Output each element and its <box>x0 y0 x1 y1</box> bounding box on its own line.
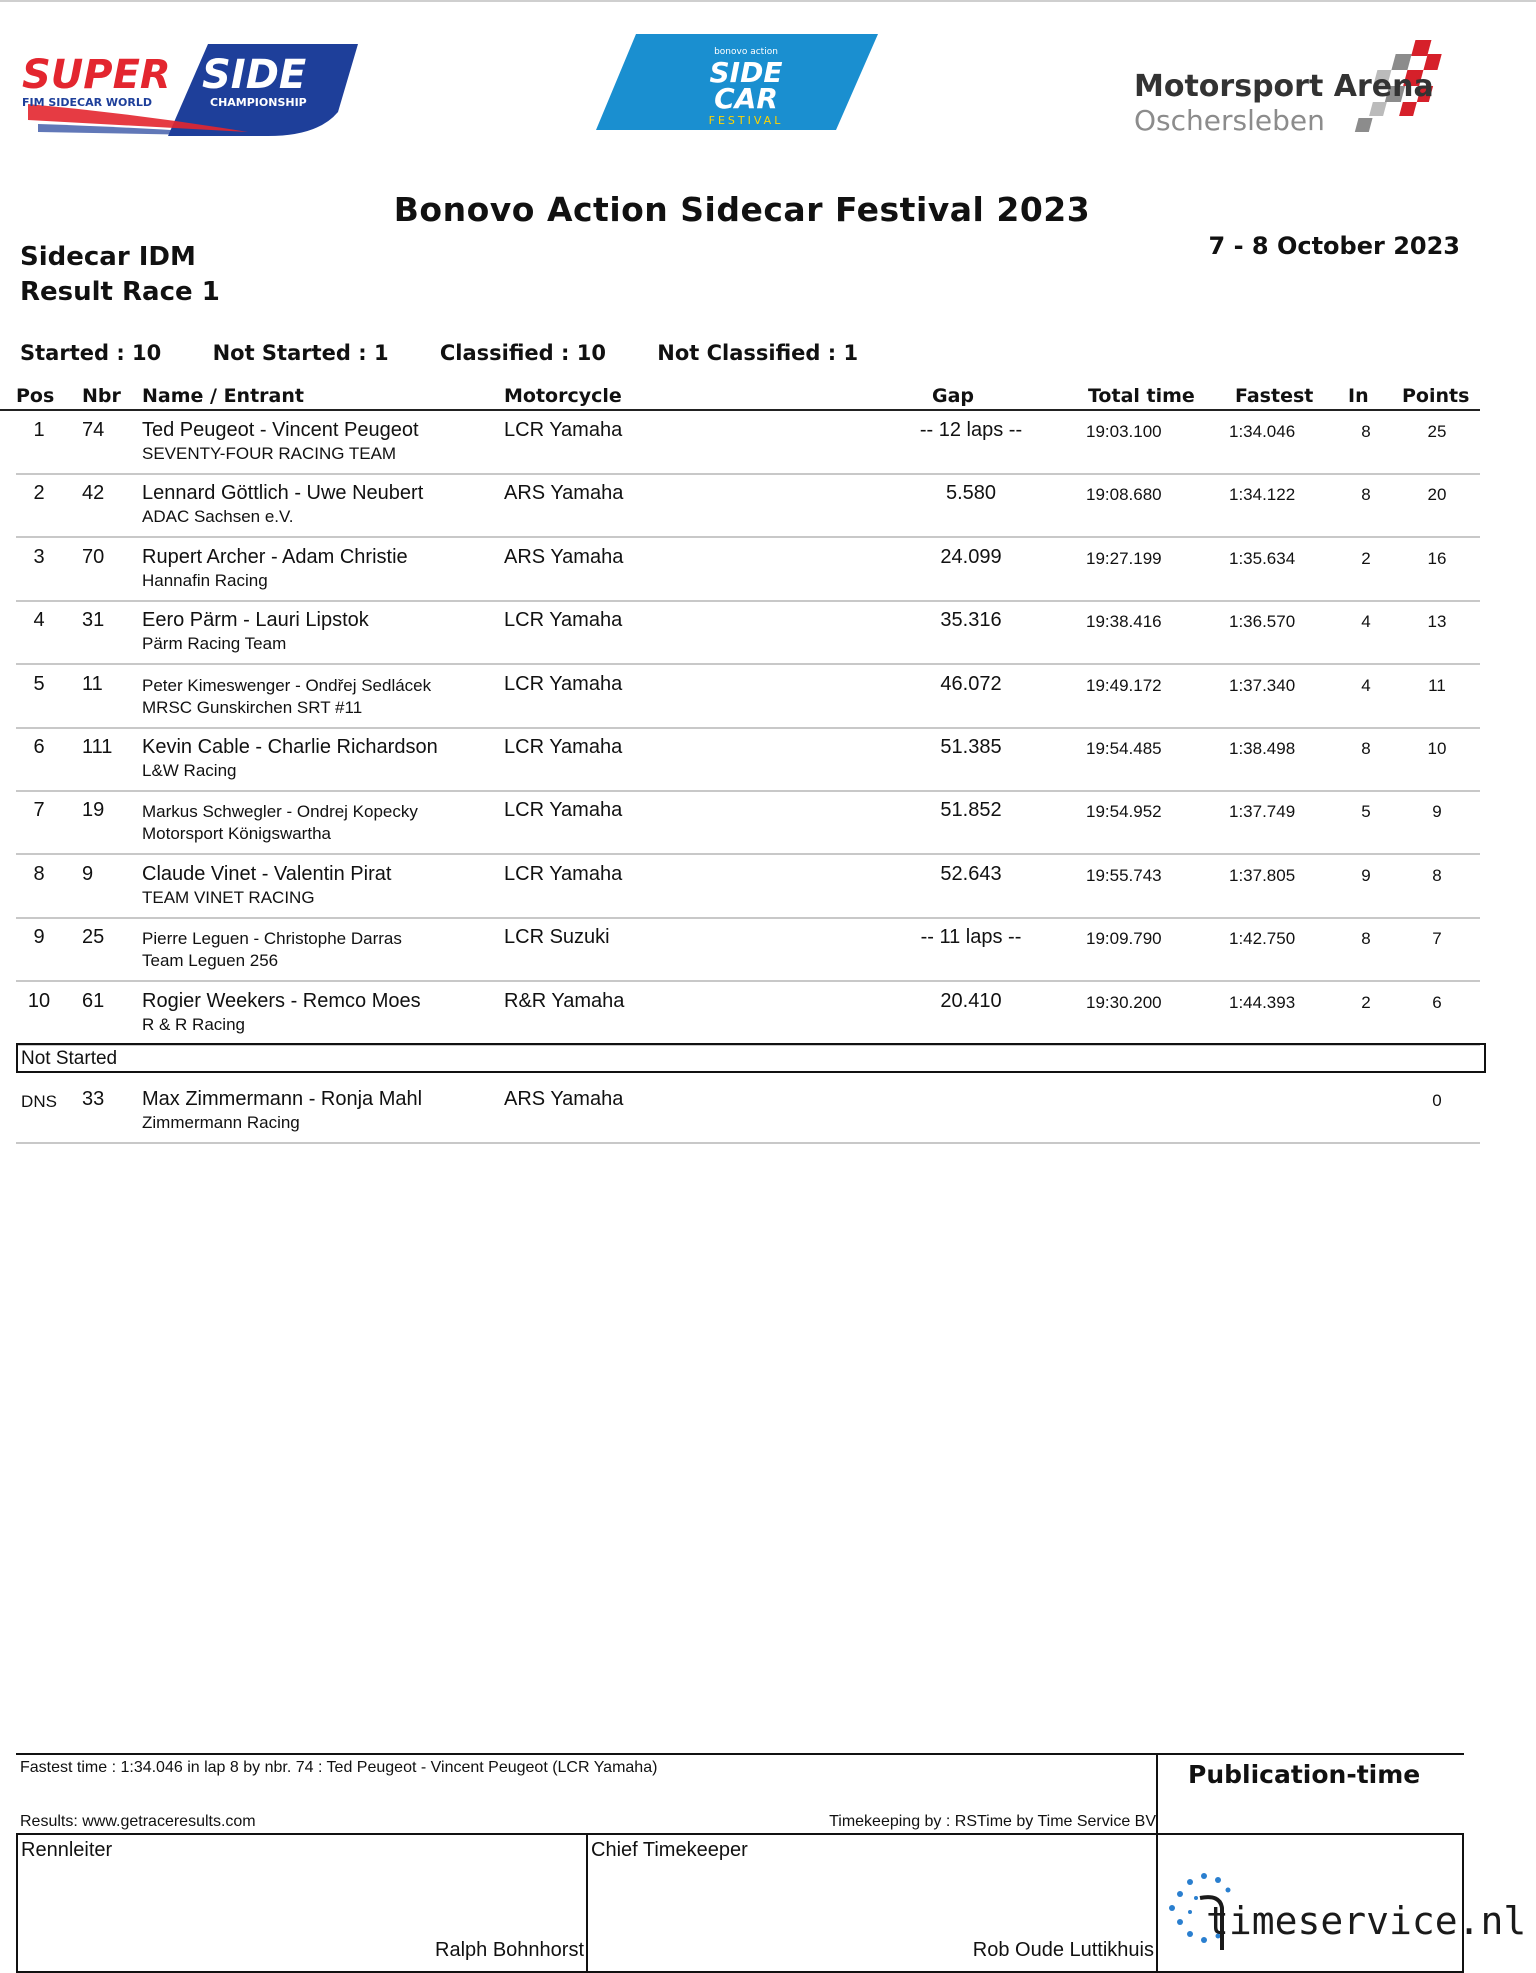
cell-gap: 46.072 <box>940 672 1002 695</box>
cell-points: 11 <box>1428 675 1446 695</box>
cell-points: 7 <box>1432 929 1442 949</box>
cell-in: 9 <box>1361 865 1371 885</box>
cell-moto: LCR Yamaha <box>504 736 623 758</box>
cell-total: 19:38.416 <box>1086 612 1162 632</box>
cell-fastest: 1:44.393 <box>1229 992 1296 1012</box>
class-name: Sidecar IDM <box>20 242 196 272</box>
cell-gap: 52.643 <box>940 862 1002 885</box>
table-row <box>16 665 1480 729</box>
cell-total: 19:55.743 <box>1086 865 1162 885</box>
cell-gap: 24.099 <box>940 545 1002 568</box>
cell-nbr: 74 <box>82 419 105 441</box>
stat-not-started: Not Started : 1 <box>212 341 389 365</box>
cell-points: 13 <box>1427 612 1447 632</box>
dns-pos: DNS <box>21 1092 57 1111</box>
cell-entrant: Hannafin Racing <box>142 570 268 590</box>
cell-total: 19:27.199 <box>1086 548 1162 568</box>
cell-points: 6 <box>1432 992 1442 1012</box>
arena-logo-line1: Motorsport Arena <box>1134 69 1434 104</box>
table-row <box>16 474 1480 538</box>
col-nbr: Nbr <box>82 385 121 407</box>
dns-row <box>16 1080 1480 1144</box>
table-row <box>16 538 1480 602</box>
cell-pos: 5 <box>33 672 45 695</box>
race-director-title: Rennleiter <box>21 1839 113 1861</box>
sidecar-festival-logo <box>596 34 878 130</box>
publication-time-label: Publication-time <box>1188 1760 1421 1789</box>
cell-entrant: R & R Racing <box>142 1014 245 1034</box>
cell-pos: 8 <box>33 862 45 885</box>
cell-fastest: 1:42.750 <box>1229 929 1296 949</box>
cell-entrant: SEVENTY-FOUR RACING TEAM <box>142 444 397 463</box>
cell-pos: 4 <box>33 609 45 632</box>
cell-total: 19:08.680 <box>1086 485 1162 505</box>
timeservice-logo-text: timeservice.nl <box>1206 1899 1527 1943</box>
cell-nbr: 25 <box>82 926 105 949</box>
arena-logo-line2: Oschersleben <box>1134 104 1325 137</box>
col-points: Points <box>1402 385 1470 407</box>
cell-gap: 35.316 <box>940 609 1002 632</box>
col-name: Name / Entrant <box>142 385 304 407</box>
col-pos: Pos <box>16 385 55 407</box>
cell-points: 8 <box>1432 865 1442 885</box>
sidecar-logo-sub: FESTIVAL <box>708 114 784 127</box>
cell-entrant: Motorsport Königswartha <box>142 824 331 844</box>
table-row <box>16 982 1480 1046</box>
stat-classified: Classified : 10 <box>439 341 606 365</box>
superside-logo-sub-left: FIM SIDECAR WORLD <box>22 96 153 109</box>
cell-points: 9 <box>1432 802 1442 822</box>
cell-nbr: 11 <box>82 672 103 695</box>
dns-name: Max Zimmermann - Ronja Mahl <box>142 1088 423 1110</box>
stat-started: Started : 10 <box>20 341 162 365</box>
table-row <box>16 411 1480 475</box>
cell-total: 19:03.100 <box>1086 422 1162 441</box>
top-rule <box>0 0 1536 2</box>
cell-fastest: 1:37.749 <box>1229 802 1296 822</box>
cell-moto: ARS Yamaha <box>504 545 624 568</box>
col-gap: Gap <box>932 385 975 407</box>
cell-entrant: TEAM VINET RACING <box>142 887 315 907</box>
cell-in: 8 <box>1361 485 1371 505</box>
dns-motorcycle: ARS Yamaha <box>504 1088 624 1110</box>
cell-total: 19:54.485 <box>1086 739 1162 758</box>
timeservice-logo <box>1160 1868 1527 1958</box>
cell-nbr: 42 <box>82 482 105 505</box>
cell-moto: R&R Yamaha <box>504 989 625 1012</box>
cell-name: Peter Kimeswenger - Ondřej Sedlácek <box>142 675 432 695</box>
cell-pos: 10 <box>27 989 51 1012</box>
cell-in: 5 <box>1361 802 1371 822</box>
cell-name: Eero Pärm - Lauri Lipstok <box>142 609 369 632</box>
table-row <box>16 855 1480 919</box>
cell-gap: -- 12 laps -- <box>919 419 1023 441</box>
superside-logo-text-red: SUPER <box>22 52 171 98</box>
cell-in: 8 <box>1361 739 1371 758</box>
col-fastest: Fastest <box>1235 385 1314 407</box>
table-row <box>16 601 1480 665</box>
table-row <box>16 791 1480 855</box>
superside-logo-text-white: SIDE <box>202 52 307 98</box>
superside-logo <box>18 44 358 136</box>
cell-moto: LCR Yamaha <box>504 862 623 885</box>
cell-in: 8 <box>1361 422 1371 441</box>
cell-gap: 51.385 <box>940 736 1002 758</box>
cell-in: 2 <box>1361 548 1371 568</box>
cell-moto: LCR Yamaha <box>504 672 623 695</box>
signature-box-chief-timekeeper <box>586 1833 1158 1973</box>
cell-pos: 1 <box>33 419 45 441</box>
col-total: Total time <box>1088 385 1195 407</box>
cell-fastest: 1:34.122 <box>1229 485 1296 505</box>
event-title: Bonovo Action Sidecar Festival 2023 <box>393 190 1091 229</box>
cell-moto: LCR Yamaha <box>504 609 623 632</box>
cell-total: 19:30.200 <box>1086 992 1162 1012</box>
dns-points: 0 <box>1432 1091 1442 1110</box>
results-header <box>0 385 1480 411</box>
cell-entrant: ADAC Sachsen e.V. <box>142 507 294 527</box>
cell-entrant: Team Leguen 256 <box>142 951 279 971</box>
race-stats <box>20 341 902 365</box>
cell-entrant: L&W Racing <box>142 761 237 780</box>
sidecar-logo-line1: SIDE <box>709 56 783 89</box>
cell-moto: LCR Yamaha <box>504 799 623 822</box>
cell-points: 20 <box>1427 485 1447 505</box>
motorsport-arena-logo <box>1130 38 1446 144</box>
cell-name: Claude Vinet - Valentin Pirat <box>142 862 392 885</box>
footer-timekeeping: Timekeeping by : RSTime by Time Service BV <box>829 1813 1156 1830</box>
cell-name: Markus Schwegler - Ondrej Kopecky <box>142 802 418 822</box>
cell-points: 16 <box>1427 548 1447 568</box>
cell-fastest: 1:38.498 <box>1229 739 1296 758</box>
stat-not-classified: Not Classified : 1 <box>657 341 859 365</box>
cell-entrant: MRSC Gunskirchen SRT #11 <box>142 697 363 717</box>
table-row <box>16 728 1480 792</box>
cell-fastest: 1:34.046 <box>1229 422 1296 441</box>
cell-pos: 9 <box>33 926 45 949</box>
event-date: 7 - 8 October 2023 <box>1208 232 1460 260</box>
cell-gap: 5.580 <box>945 482 997 505</box>
cell-name: Pierre Leguen - Christophe Darras <box>142 929 402 949</box>
sidecar-logo-line2: CAR <box>714 82 778 115</box>
col-motorcycle: Motorcycle <box>504 385 622 407</box>
cell-gap: 51.852 <box>940 799 1002 822</box>
cell-moto: ARS Yamaha <box>504 482 624 505</box>
cell-name: Rogier Weekers - Remco Moes <box>142 989 421 1012</box>
superside-logo-sub-right: CHAMPIONSHIP <box>210 96 307 109</box>
cell-pos: 2 <box>33 482 45 505</box>
cell-fastest: 1:37.340 <box>1229 675 1296 695</box>
footer-fastest-time: Fastest time : 1:34.046 in lap 8 by nbr. 74 : Ted Peugeot - Vincent Peugeot (LCR Yamaha) <box>20 1759 658 1776</box>
cell-in: 4 <box>1361 675 1371 695</box>
cell-pos: 3 <box>33 545 45 568</box>
dns-nbr: 33 <box>82 1088 105 1110</box>
footer-results-link[interactable]: Results: www.getraceresults.com <box>20 1813 256 1830</box>
cell-total: 19:09.790 <box>1086 929 1162 949</box>
not-started-label: Not Started <box>16 1043 1486 1073</box>
cell-name: Rupert Archer - Adam Christie <box>142 545 408 568</box>
cell-nbr: 70 <box>82 545 105 568</box>
cell-total: 19:49.172 <box>1086 675 1162 695</box>
cell-gap: -- 11 laps -- <box>920 926 1022 949</box>
dns-entrant: Zimmermann Racing <box>142 1113 300 1132</box>
cell-in: 4 <box>1361 612 1371 632</box>
cell-name: Kevin Cable - Charlie Richardson <box>142 736 438 758</box>
cell-fastest: 1:37.805 <box>1229 865 1296 885</box>
chief-timekeeper-name: Rob Oude Luttikhuis <box>972 1939 1154 1961</box>
cell-moto: LCR Yamaha <box>504 419 623 441</box>
cell-in: 8 <box>1361 929 1371 949</box>
cell-total: 19:54.952 <box>1086 802 1162 822</box>
cell-points: 25 <box>1427 422 1447 441</box>
cell-in: 2 <box>1361 992 1371 1012</box>
race-director-name: Ralph Bohnhorst <box>435 1939 584 1961</box>
cell-name: Ted Peugeot - Vincent Peugeot <box>142 419 419 441</box>
cell-points: 10 <box>1427 739 1447 758</box>
cell-nbr: 9 <box>82 862 94 885</box>
cell-nbr: 31 <box>82 609 105 632</box>
cell-entrant: Pärm Racing Team <box>142 634 287 654</box>
cell-nbr: 111 <box>82 736 113 758</box>
cell-fastest: 1:36.570 <box>1229 612 1296 632</box>
signature-box-race-director <box>16 1833 588 1973</box>
cell-pos: 7 <box>33 799 45 822</box>
cell-nbr: 19 <box>82 799 105 822</box>
cell-nbr: 61 <box>82 989 105 1012</box>
cell-moto: LCR Suzuki <box>504 926 610 949</box>
table-row <box>16 918 1480 982</box>
chief-timekeeper-title: Chief Timekeeper <box>591 1839 748 1861</box>
cell-gap: 20.410 <box>940 989 1002 1012</box>
sidecar-logo-top: bonovo action <box>714 47 778 57</box>
race-name: Result Race 1 <box>20 277 220 307</box>
cell-fastest: 1:35.634 <box>1229 548 1296 568</box>
col-in: In <box>1348 385 1369 407</box>
cell-name: Lennard Göttlich - Uwe Neubert <box>142 482 424 505</box>
cell-pos: 6 <box>33 736 45 758</box>
